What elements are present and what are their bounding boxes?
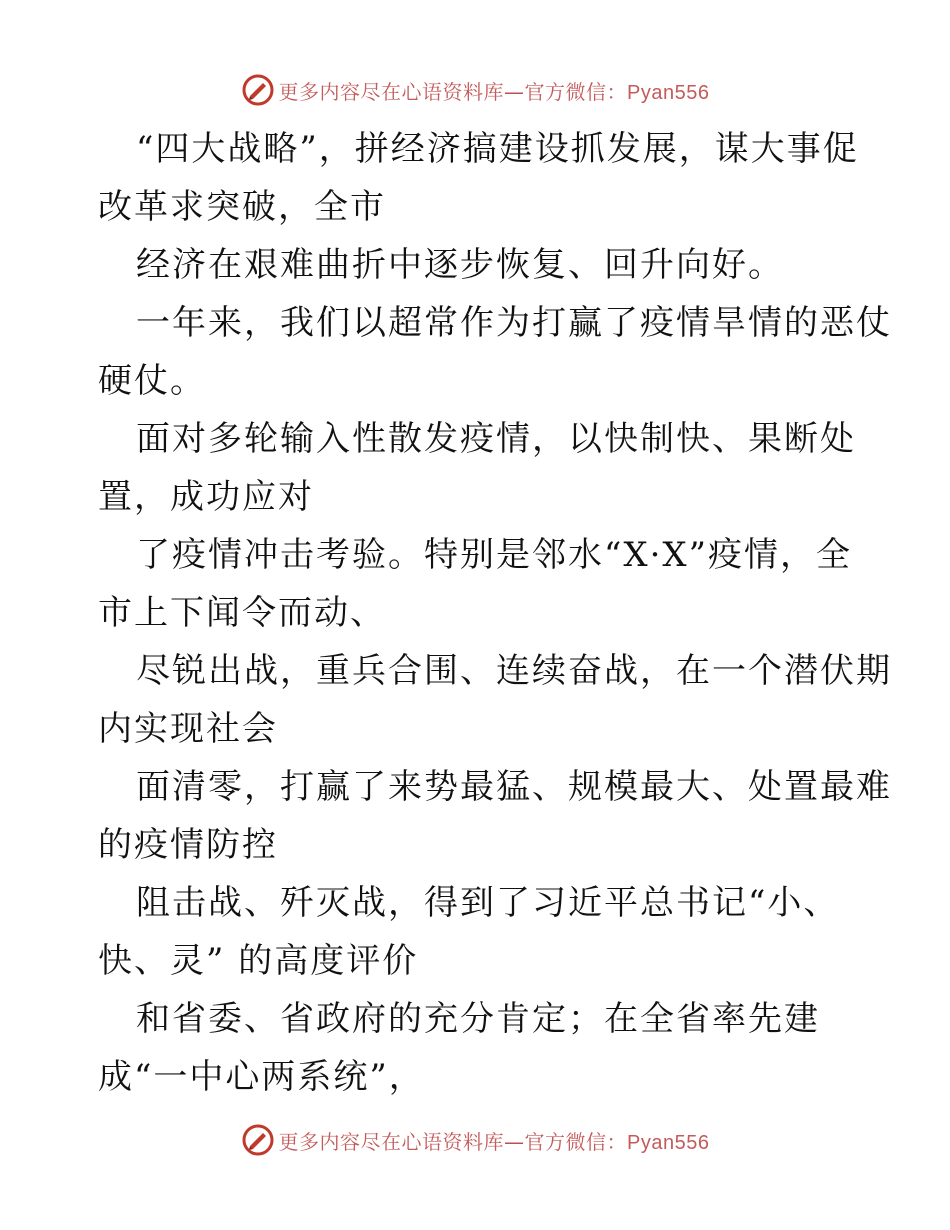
text-line: 阻击战、歼灭战，得到了习近平总书记“小、 [136,883,840,923]
banner-brand: 更多内容尽在心语资料库 [278,1129,505,1154]
text-line: 经济在艰难曲折中逐步恢复、回升向好。 [136,245,784,285]
text-line: “四大战略”，拼经济搞建设抓发展，谋大事促 [136,129,859,169]
banner-text [279,76,710,105]
banner-brand: 更多内容尽在心语资料库 [278,79,505,104]
text-line: 硬仗。 [98,361,206,401]
text-line: 市上下闻令而动、 [98,593,386,633]
banner-separator: — [504,79,525,104]
text-line: 内实现社会 [98,709,278,749]
text-line: 改革求突破，全市 [98,187,386,227]
header-banner [0,70,950,110]
text-line: 和省委、省政府的充分肯定；在全省率先建 [136,999,820,1039]
text-line: 置，成功应对 [98,477,314,517]
text-line: 成“一中心两系统”， [98,1057,425,1097]
text-line: 快、灵” 的高度评价 [98,941,419,981]
banner-wechat-label: 官方微信： [524,79,628,104]
banner-wechat-label: 官方微信： [524,1129,628,1154]
banner-wechat-id: Pyan556 [627,1131,710,1154]
document-body [98,120,892,1106]
text-line: 的疫情防控 [98,825,278,865]
banner-wechat-id: Pyan556 [627,81,710,104]
text-line: 一年来，我们以超常作为打赢了疫情旱情的恶仗 [136,303,892,343]
brand-logo-icon [241,1123,275,1157]
text-line: 尽锐出战，重兵合围、连续奋战，在一个潜伏期 [136,651,892,691]
banner-separator: — [504,1129,525,1154]
footer-banner [0,1120,950,1160]
text-line: 面对多轮输入性散发疫情，以快制快、果断处 [136,419,856,459]
banner-text [279,1126,710,1155]
brand-logo-icon [241,73,275,107]
text-line: 面清零，打赢了来势最猛、规模最大、处置最难 [136,767,892,807]
text-line: 了疫情冲击考验。特别是邻水“X·X”疫情，全 [136,535,852,575]
